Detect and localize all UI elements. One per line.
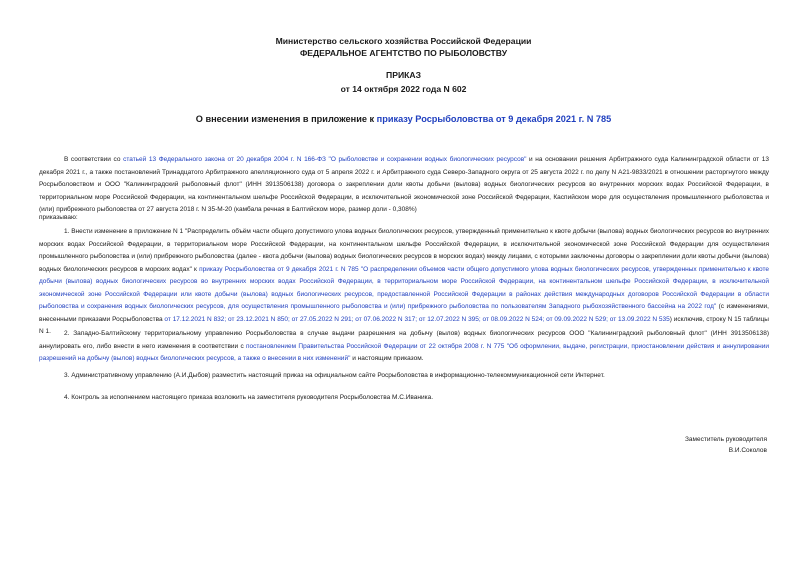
- preamble-text-1: В соответствии со: [64, 156, 124, 163]
- document-type: ПРИКАЗ: [386, 70, 421, 80]
- order-item-3: 3. Административному управлению (А.И.Дыбов) разместить настоящий приказ на официальном сайте Росрыболовства в информационно-телекоммуникационной сети Интернет.: [64, 372, 605, 379]
- order-word: приказываю:: [39, 214, 78, 221]
- agency-name: ФЕДЕРАЛЬНОЕ АГЕНТСТВО ПО РЫБОЛОВСТВУ: [299, 48, 508, 58]
- ministry-name: Министерство сельского хозяйства Российской Федерации: [275, 36, 532, 46]
- preamble: [39, 154, 769, 217]
- item1-text-1: 1. Внести изменение в приложение N 1 "Распределить объём части общего допустимого улова водных биологических ресурсов, утвержденный применительно к квоте добычи (вылова) водных биологических ресурсов во внутренних морских водах Российской Федерации, в территориальном море Российской Федерации, на континентальном шельфе Российской Федерации, в исключительной экономической зоне Российской Федерации для осуществления промышленного рыболовства и (или) прибрежного рыболовства (далее - квота добычи (вылова) водных биологических ресурсов в морских водах) между лицами, с которыми заключены договоры о закреплении доли квоты добычи (вылова) водных биологических ресурсов в морских водах" к: [39, 228, 769, 273]
- signatory-name: В.И.Соколов: [728, 447, 767, 454]
- title-prefix: О внесении изменения в приложение к: [195, 114, 377, 124]
- item2-text-1: 2. Западно-Балтийскому территориальному управлению Росрыболовства в случае выдачи разрешения на добычу (вылов) водных биологических ресурсов ООО "Калининградский рыболовный флот" (ИНН 3913506138) аннулировать его, либо внести в него изменения в соответствии с: [39, 330, 769, 350]
- document-date-number: от 14 октября 2022 года N 602: [340, 84, 467, 94]
- federal-law-link[interactable]: статьей 13 Федерального закона от 20 декабря 2004 г. N 166-ФЗ "О рыболовстве и сохранении водных биологических ресурсов": [123, 156, 527, 163]
- document-title: [0, 114, 807, 124]
- item1-text-3: ) исключив, строку N 15 таблицы N 1.: [39, 315, 769, 335]
- signatory-position: Заместитель руководителя: [685, 436, 767, 443]
- amending-orders-link[interactable]: от 17.12.2021 N 832; от 23.12.2021 N 850; от 27.05.2022 N 291; от 07.06.2022 N 317; от 12.07.2022 N 395; от 08.09.2022 N 524; от 09.09.2022 N 529; от 13.09.2022 N 535: [164, 315, 670, 323]
- government-resolution-link[interactable]: постановлением Правительства Российской Федерации от 22 октября 2008 г. N 775 "Об оформлении, выдаче, регистрации, приостановлении действия и аннулировании разрешений на добычу (вылов) водных биологических ресурсов, а также о внесении в них изменений": [39, 342, 769, 362]
- order-item-2: [39, 328, 769, 366]
- order-item-1: [39, 226, 769, 339]
- preamble-text-2: и на основании решения Арбитражного суда Калининградской области от 13 декабря 2021 г., а также постановлений Тринадцатого Арбитражного апелляционного суда от 5 апреля 2022 г. и Арбитражного суда Северо-Западного округа от 25 августа 2022 г. по делу N А21-9833/2021 в отношении расторгнутого между Росрыболовством и ООО "Калининградский рыболовный флот" (ИНН 3913506138) договора о закреплении доли квоты добычи (вылова) водных биологических ресурсов во внутренних морских водах Российской Федерации, в территориальном море Российской Федерации, на континентальном шельфе Российской Федерации, в исключительной экономической зоне Российской Федерации, Каспийском море для осуществления промышленного рыболовства и (или) прибрежного рыболовства от 27 августа 2018 г. N 35-М-20 (камбала речная в Балтийском море, размер доли - 0,308%): [39, 156, 769, 213]
- item1-text-2: (с изменениями, внесенными приказами Росрыболовства: [39, 303, 769, 323]
- item2-text-2: и настоящим приказом.: [350, 355, 424, 362]
- order-785-link[interactable]: приказу Росрыболовства от 9 декабря 2021 г. N 785 "О распределении объемов части общего допустимого улова водных биологических ресурсов, утвержденных применительно к квоте добычи (вылова) водных биологических ресурсов во внутренних морских водах Российской Федерации, в территориальном море Российской Федерации, на континентальном шельфе Российской Федерации, в исключительной экономической зоне Российской Федерации или квоте добычи (вылова) водных биологических ресурсов, предоставленной Российской Федерации в районах действия международных договоров Российской Федерации в области рыболовства и сохранения водных биологических ресурсов, для осуществления промышленного рыболовства и (или) прибрежного рыболовства по пользователям Западного рыбохозяйственного бассейна на 2022 год": [39, 265, 769, 310]
- title-order-link[interactable]: приказу Росрыболовства от 9 декабря 2021 г. N 785: [376, 114, 612, 124]
- order-item-4: 4. Контроль за исполнением настоящего приказа возложить на заместителя руководителя Росрыболовства М.С.Иваника.: [64, 394, 434, 401]
- signature-block: [685, 434, 767, 456]
